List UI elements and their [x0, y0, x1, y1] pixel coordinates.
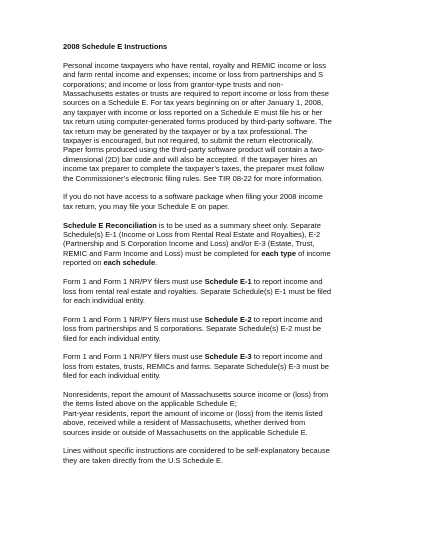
nonresidents-text: Nonresidents, report the amount of Massachusetts source income or (loss) from the items listed above on the applicable Schedule E; [63, 389, 329, 409]
reconciliation-text-1: is to be used as a summary sheet only. Separate Schedule(s) E-1 (Income or Loss from Rental Real Estate and Royalties), E-2 (Partnership and S Corporation Income and Loss) and/or E-3 (Estate, Trust, REMIC and Farm Income and Loss) must be completed for [63, 220, 321, 258]
reconciliation-bold-each-type: each type [261, 248, 297, 258]
e3-pre: Form 1 and Form 1 NR/PY filers must use [63, 352, 205, 362]
e3-post: to report income and loss from estates, trusts, REMICs and farms. Separate Schedule(s) E-3 must be filed for each individual entity. [63, 352, 329, 381]
schedule-e3-paragraph [63, 352, 388, 380]
schedule-e1-paragraph [63, 277, 388, 305]
e1-post: to report income and loss from rental real estate and royalties. Separate Schedule(s) E-1 must be filed for each individual entity. [63, 277, 332, 305]
part-year-text: Part-year residents, report the amount of income or (loss) from the items listed above, received while a resident of Massachusetts, whether derived from sources inside or outside of Massachusetts on the applicable Schedule E. [63, 408, 323, 437]
e1-pre: Form 1 and Form 1 NR/PY filers must use [63, 277, 205, 287]
reconciliation-bold-each-schedule: each schedule [103, 258, 156, 268]
document-title: 2008 Schedule E Instructions [63, 42, 168, 51]
residency-paragraph [63, 390, 388, 437]
e3-bold: Schedule E-3 [204, 352, 252, 362]
reconciliation-text-2: of income reported on [63, 248, 331, 268]
intro-paragraph: Personal income taxpayers who have rental, royalty and REMIC income or loss and farm rental income and expenses; income or loss from partnerships and S corporations; and income or loss from grantor-type trusts and non- Massachusetts estates or trusts are required to report income or loss from these sources on a Schedule E. For tax years beginning on or after January 1, 2008, any taxpayer with income or loss reported on a Schedule E must file his or her tax return using computer-generated forms produced by third-party software. The tax return may be generated by the taxpayer or by a tax professional. The taxpayer is encouraged, but not required, to submit the return electronically. Paper forms produced using the third-party software product will contain a two- dimensional (2D) bar code and will also be accepted. If the taxpayer hires an income tax preparer to complete the taxpayer’s taxes, the preparer must follow the Commissioner’s electronic filing rules. See TIR 08-22 for more information. [63, 60, 332, 183]
reconciliation-lead: Schedule E Reconciliation [63, 220, 157, 230]
e2-pre: Form 1 and Form 1 NR/PY filers must use [63, 314, 205, 324]
no-software-paragraph: If you do not have access to a software package when filing your 2008 income tax return, you may file your Schedule E on paper. [63, 192, 323, 211]
closing-paragraph: Lines without specific instructions are considered to be self-explanatory because they are taken directly from the U.S Schedule E. [63, 446, 330, 465]
e1-bold: Schedule E-1 [204, 277, 252, 287]
e2-bold: Schedule E-2 [204, 314, 252, 324]
reconciliation-text-3: . [155, 258, 158, 268]
e2-post: to report income and loss from partnerships and S corporations. Separate Schedule(s) E-2 must be filed for each individual entity. [63, 314, 323, 343]
reconciliation-paragraph [63, 221, 388, 268]
schedule-e2-paragraph [63, 315, 388, 343]
